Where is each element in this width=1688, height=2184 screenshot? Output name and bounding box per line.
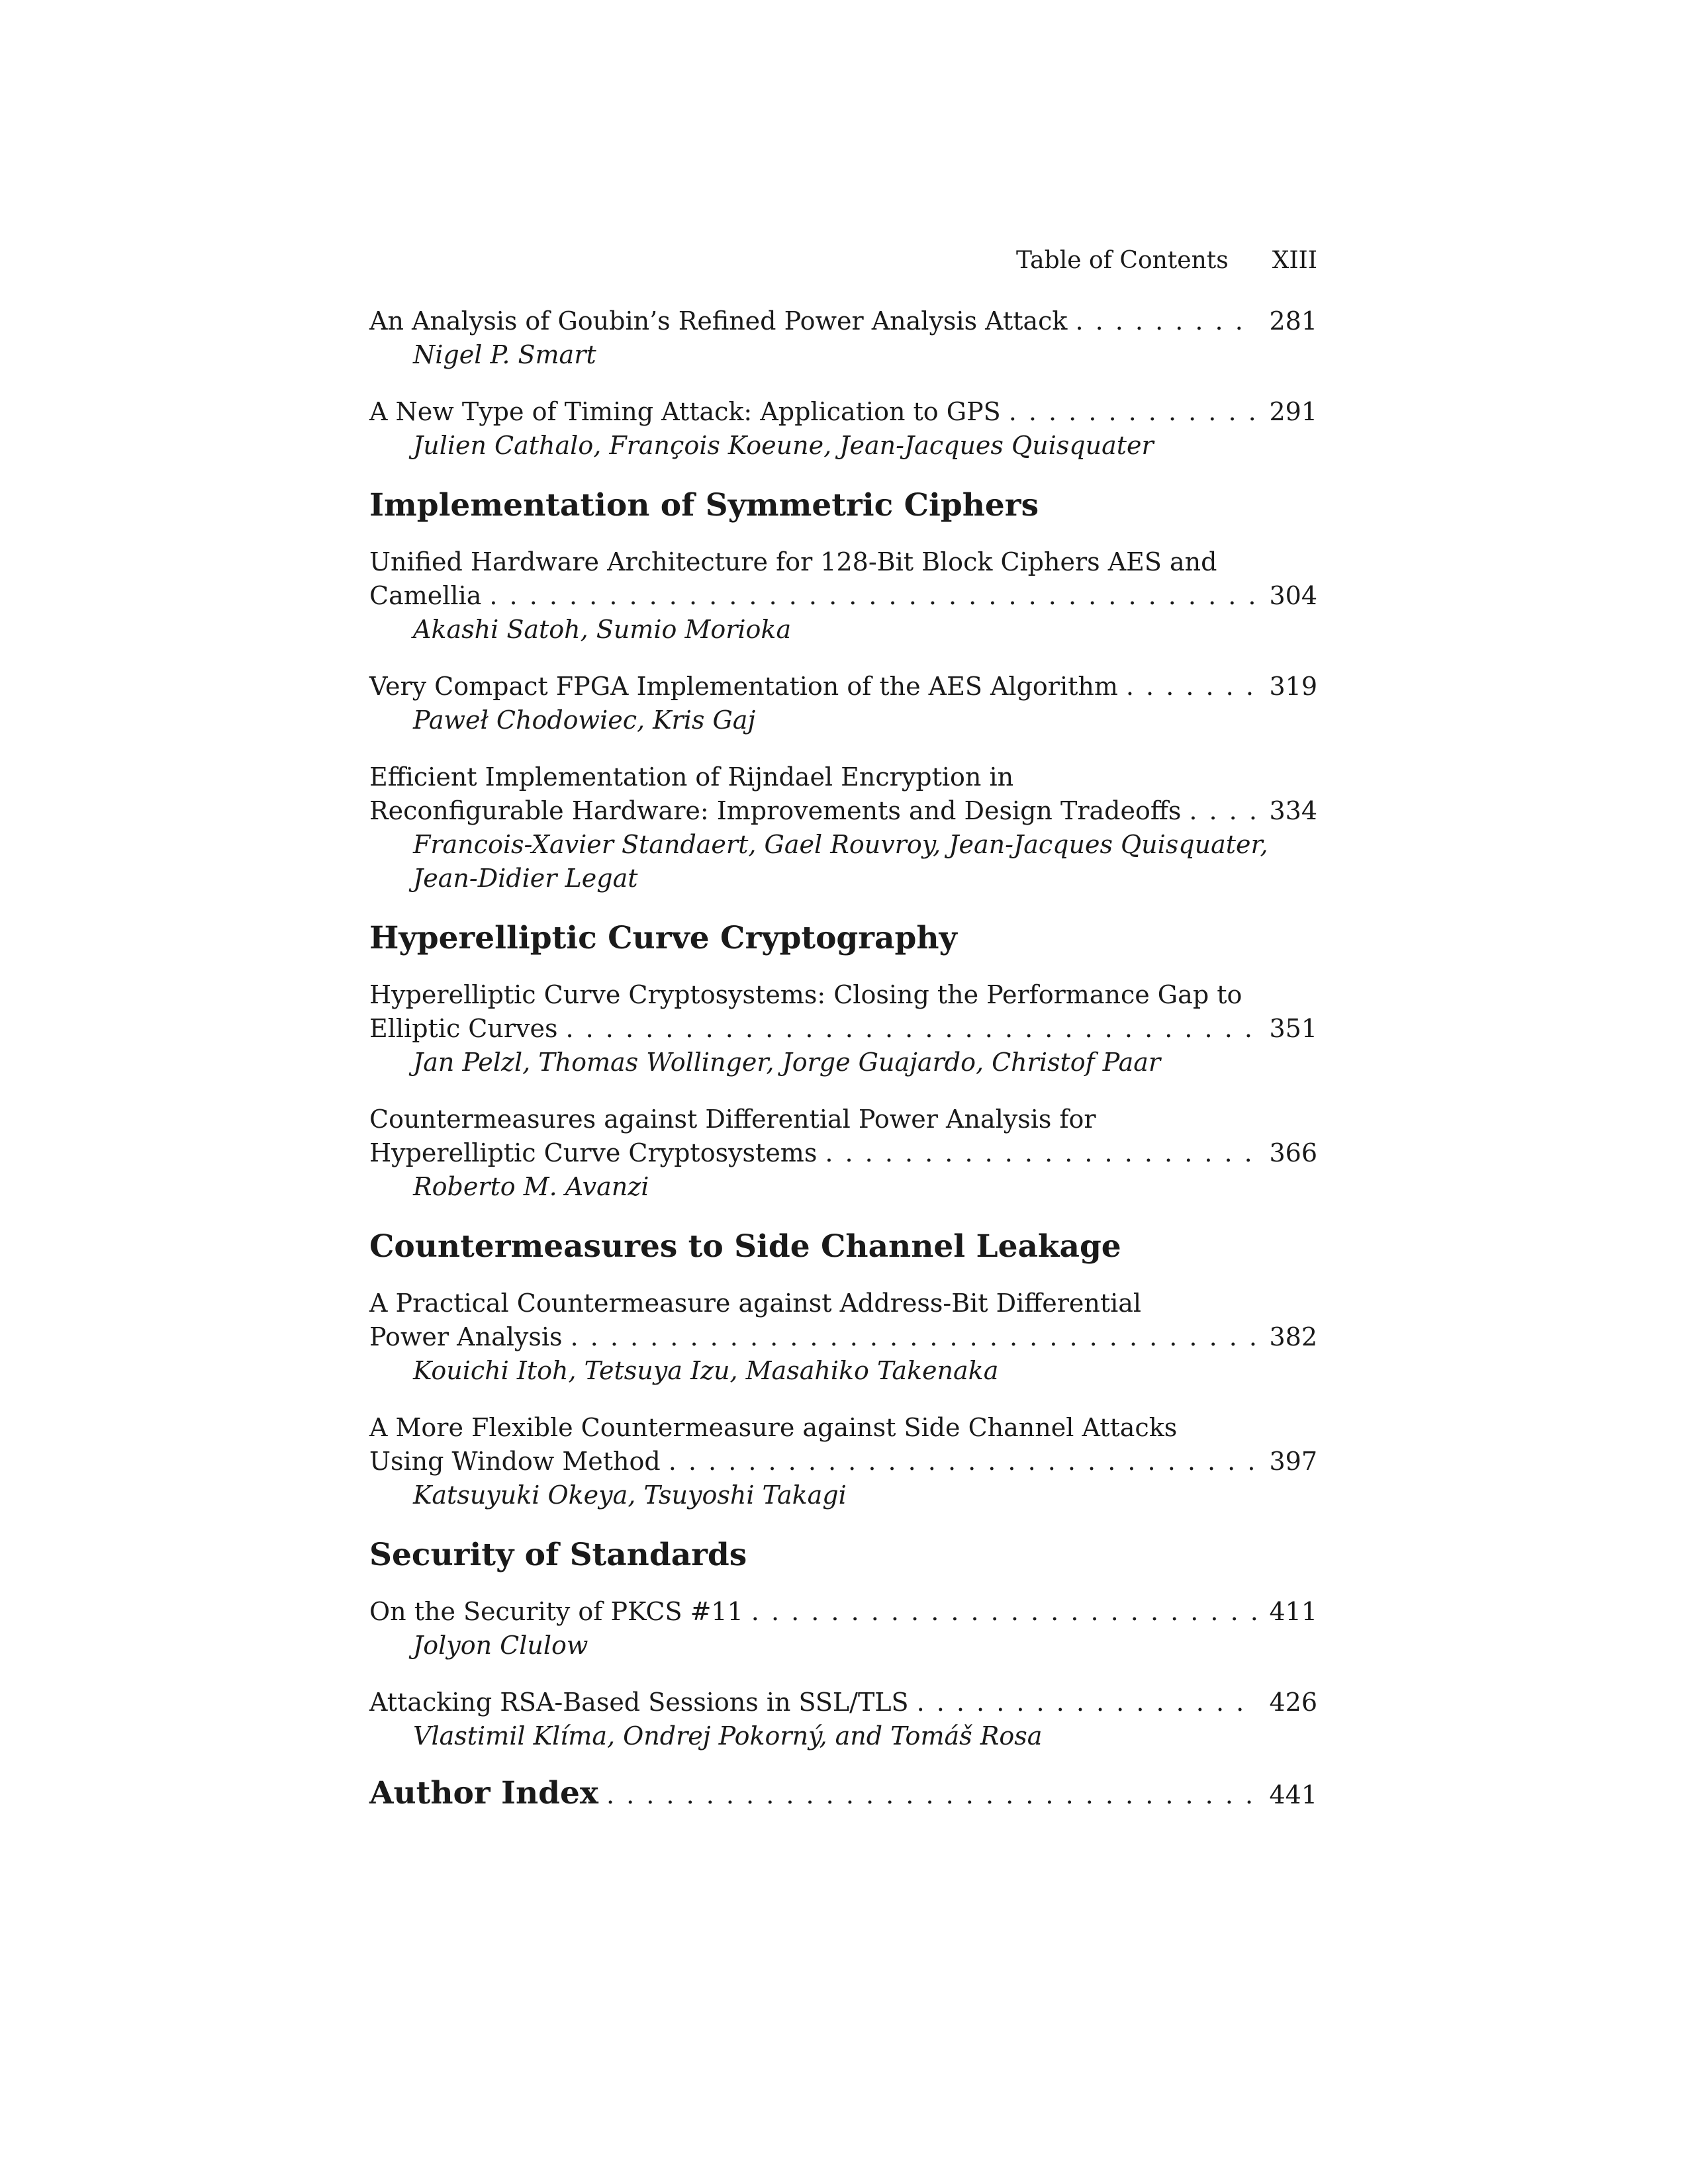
- leader-dots: [1009, 395, 1256, 429]
- entry-title-line: [369, 545, 1317, 579]
- entry-page-number: 426: [1269, 1688, 1317, 1717]
- toc-entry[interactable]: [369, 1103, 1317, 1204]
- entry-title: Unified Hardware Architecture for 128-Bit Block Ciphers AES and: [369, 547, 1217, 576]
- entry-title: On the Security of PKCS #11: [369, 1597, 743, 1626]
- leader-dots: [1126, 670, 1256, 704]
- leader-dots: [1075, 304, 1256, 338]
- entry-page-number: 411: [1269, 1597, 1317, 1626]
- entry-authors: Vlastimil Klíma, Ondrej Pokorný, and Tomáš Rosa: [413, 1721, 1043, 1751]
- toc-entry[interactable]: [369, 545, 1317, 647]
- toc-entry[interactable]: [369, 1287, 1317, 1388]
- entry-page-number: 397: [1269, 1447, 1317, 1476]
- entry-title: Attacking RSA-Based Sessions in SSL/TLS: [369, 1688, 909, 1717]
- author-index-label: Author Index: [369, 1775, 598, 1811]
- leader-dots: [565, 1012, 1256, 1046]
- entry-authors: Julien Cathalo, François Koeune, Jean-Jacques Quisquater: [413, 431, 1154, 460]
- entry-page-number: 319: [1269, 672, 1317, 701]
- entry-title-line: [369, 1103, 1317, 1136]
- author-index-entry[interactable]: [369, 1776, 1317, 1812]
- entry-title: A More Flexible Countermeasure against Side Channel Attacks: [369, 1413, 1178, 1442]
- entry-page-number: 366: [1269, 1138, 1317, 1167]
- entry-authors: Akashi Satoh, Sumio Morioka: [413, 615, 792, 644]
- entry-title: A New Type of Timing Attack: Application to GPS: [369, 397, 1001, 426]
- entry-title-line: [369, 670, 1317, 704]
- entry-title-line: [369, 1411, 1317, 1445]
- section-heading: Implementation of Symmetric Ciphers: [369, 487, 1039, 523]
- toc-page: [369, 245, 1317, 1835]
- section-heading: Countermeasures to Side Channel Leakage: [369, 1228, 1121, 1265]
- author-index-page-number: 441: [1269, 1780, 1317, 1809]
- entry-title: Countermeasures against Differential Power Analysis for: [369, 1105, 1096, 1134]
- entry-title-line: [369, 1445, 1317, 1479]
- entry-title-line: [369, 794, 1317, 828]
- entry-title-continued: Camellia: [369, 581, 482, 610]
- entry-page-number: 291: [1269, 397, 1317, 426]
- leader-dots: [825, 1136, 1256, 1170]
- entry-page-number: 304: [1269, 581, 1317, 610]
- entry-title-line: [369, 1012, 1317, 1046]
- entry-title-line: [369, 395, 1317, 429]
- leader-dots: [571, 1320, 1256, 1354]
- entry-authors: Nigel P. Smart: [413, 340, 596, 369]
- entry-title-line: [369, 978, 1317, 1012]
- entry-authors: Francois-Xavier Standaert, Gael Rouvroy, Jean-Jacques Quisquater,: [413, 830, 1268, 859]
- leader-dots: [917, 1686, 1256, 1719]
- entry-title-line: [369, 1287, 1317, 1320]
- entry-authors-continued: Jean-Didier Legat: [413, 864, 638, 893]
- leader-dots: [1189, 794, 1256, 828]
- entry-title-line: [369, 1136, 1317, 1170]
- entry-authors: Roberto M. Avanzi: [413, 1172, 649, 1201]
- entry-page-number: 334: [1269, 796, 1317, 825]
- entry-title-line: [369, 1595, 1317, 1629]
- running-head: [369, 245, 1317, 277]
- entry-title: An Analysis of Goubin’s Refined Power Analysis Attack: [369, 306, 1068, 336]
- entry-title-line: [369, 1686, 1317, 1719]
- toc-entry[interactable]: [369, 304, 1317, 372]
- section-heading: Hyperelliptic Curve Cryptography: [369, 920, 957, 956]
- entry-title-line: [369, 579, 1317, 613]
- leader-dots: [606, 1778, 1256, 1812]
- entry-title-continued: Using Window Method: [369, 1447, 661, 1476]
- entry-title: Very Compact FPGA Implementation of the AES Algorithm: [369, 672, 1118, 701]
- entry-authors: Jan Pelzl, Thomas Wollinger, Jorge Guajardo, Christof Paar: [413, 1048, 1161, 1077]
- running-head-title: Table of Contents: [1015, 247, 1229, 274]
- toc-entry[interactable]: [369, 1686, 1317, 1753]
- author-index-line: [369, 1776, 1317, 1812]
- entry-title: Efficient Implementation of Rijndael Encryption in: [369, 762, 1014, 792]
- running-head-page-number: XIII: [1272, 247, 1317, 274]
- toc-entry[interactable]: [369, 760, 1317, 895]
- section-heading: Security of Standards: [369, 1537, 747, 1573]
- entry-authors: Paweł Chodowiec, Kris Gaj: [413, 705, 756, 735]
- leader-dots: [669, 1445, 1256, 1479]
- entry-title-continued: Reconfigurable Hardware: Improvements and Design Tradeoffs: [369, 796, 1182, 825]
- toc-entry[interactable]: [369, 978, 1317, 1079]
- entry-title: A Practical Countermeasure against Address-Bit Differential: [369, 1289, 1142, 1318]
- entry-page-number: 382: [1269, 1322, 1317, 1351]
- toc-entry[interactable]: [369, 395, 1317, 463]
- toc-entry[interactable]: [369, 670, 1317, 737]
- entry-title-continued: Power Analysis: [369, 1322, 563, 1351]
- entry-page-number: 281: [1269, 306, 1317, 336]
- entry-title-line: [369, 760, 1317, 794]
- entry-authors: Jolyon Clulow: [413, 1631, 588, 1660]
- entry-title-continued: Hyperelliptic Curve Cryptosystems: [369, 1138, 818, 1167]
- entry-authors: Kouichi Itoh, Tetsuya Izu, Masahiko Takenaka: [413, 1356, 999, 1385]
- leader-dots: [489, 579, 1256, 613]
- entry-title-line: [369, 1320, 1317, 1354]
- entry-title-line: [369, 304, 1317, 338]
- entry-page-number: 351: [1269, 1014, 1317, 1043]
- entry-title: Hyperelliptic Curve Cryptosystems: Closing the Performance Gap to: [369, 980, 1243, 1009]
- entry-authors: Katsuyuki Okeya, Tsuyoshi Takagi: [413, 1480, 847, 1510]
- leader-dots: [751, 1595, 1256, 1629]
- entry-title-continued: Elliptic Curves: [369, 1014, 558, 1043]
- toc-entry[interactable]: [369, 1411, 1317, 1512]
- toc-entry[interactable]: [369, 1595, 1317, 1662]
